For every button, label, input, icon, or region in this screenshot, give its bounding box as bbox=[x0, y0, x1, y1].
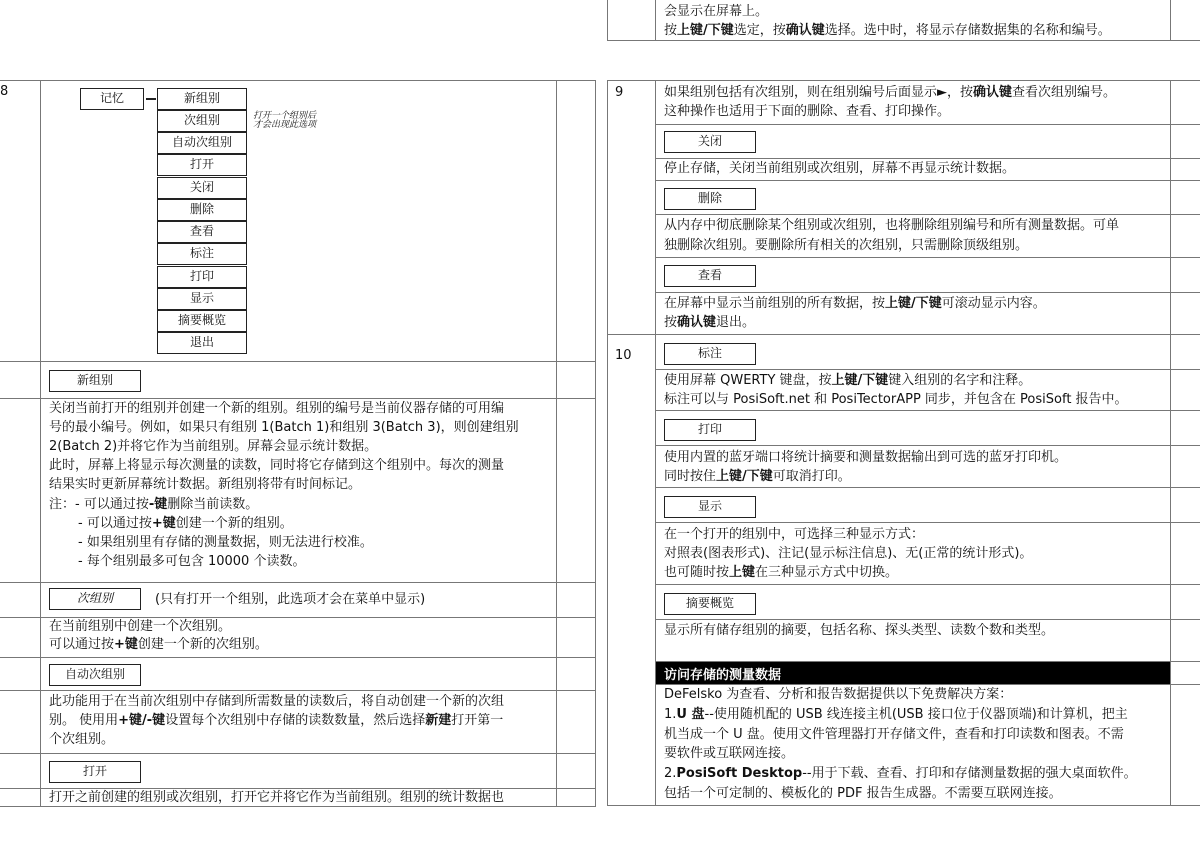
summary-button[interactable]: 摘要概览 bbox=[664, 593, 756, 615]
new-batch-desc: 此时，屏幕上将显示每次测量的读数，同时将它存储到这个组别中。每次的测量 bbox=[49, 458, 505, 473]
sub-batch-button[interactable]: 次组别 bbox=[49, 588, 141, 610]
note-prefix: 注： bbox=[49, 497, 76, 512]
view-desc: 在屏幕中显示当前组别的所有数据，按上键/下键可滚动显示内容。 bbox=[664, 296, 1046, 311]
menu-item-sub-batch[interactable]: 次组别 bbox=[157, 110, 247, 132]
new-batch-desc: 关闭当前打开的组别并创建一个新的组别。组别的编号是当前仪器存储的可用编 bbox=[49, 401, 505, 416]
sub-batch-desc: 可以通过按+键创建一个新的次组别。 bbox=[49, 637, 268, 652]
annotate-desc: 标注可以与 PosiSoft.net 和 PosiTectorAPP 同步，并包含在 PosiSoft 报告中。 bbox=[664, 392, 1128, 407]
menu-item-print[interactable]: 打印 bbox=[157, 266, 247, 288]
auto-sub-desc: 别。 使用用+键/-键设置每个次组别中存储的读数数量，然后选择新建打开第一 bbox=[49, 713, 504, 728]
row9-desc: 如果组别包括有次组别，则在组别编号后面显示►，按确认键查看次组别编号。 bbox=[664, 85, 1117, 100]
delete-desc: 从内存中彻底删除某个组别或次组别，也将删除组别编号和所有测量数据。可单 bbox=[664, 218, 1120, 233]
note-line: - 每个组别最多可包含 10000 个读数。 bbox=[78, 554, 306, 569]
print-desc: 同时按住上键/下键可取消打印。 bbox=[664, 469, 851, 484]
menu-item-exit[interactable]: 退出 bbox=[157, 332, 247, 354]
row-number: 9 bbox=[615, 85, 624, 100]
desktop-desc: 包括一个可定制的、模板化的 PDF 报告生成器。不需要互联网连接。 bbox=[664, 786, 1062, 801]
note-line: - 可以通过按+键创建一个新的组别。 bbox=[78, 516, 293, 531]
view-button[interactable]: 查看 bbox=[664, 265, 756, 287]
auto-sub-desc: 此功能用于在当前次组别中存储到所需数量的读数后，将自动创建一个新的次组 bbox=[49, 694, 505, 709]
menu-note: 打开一个组别后 bbox=[253, 111, 317, 121]
display-desc: 在一个打开的组别中，可选择三种显示方式： bbox=[664, 527, 925, 542]
menu-item-delete[interactable]: 删除 bbox=[157, 199, 247, 221]
row-number: 8 bbox=[0, 84, 9, 99]
print-button[interactable]: 打印 bbox=[664, 419, 756, 441]
auto-sub-batch-button[interactable]: 自动次组别 bbox=[49, 664, 141, 686]
menu-item-new-batch[interactable]: 新组别 bbox=[157, 88, 247, 110]
display-button[interactable]: 显示 bbox=[664, 496, 756, 518]
menu-item-annotate[interactable]: 标注 bbox=[157, 243, 247, 265]
desktop-desc: 2.PosiSoft Desktop--用于下载、查看、打印和存储测量数据的强大桌面软件。 bbox=[664, 766, 1137, 781]
display-desc: 也可随时按上键在三种显示方式中切换。 bbox=[664, 565, 899, 580]
new-batch-button[interactable]: 新组别 bbox=[49, 370, 141, 392]
memory-button[interactable]: 记忆 bbox=[80, 88, 144, 110]
new-batch-desc: 结果实时更新屏幕统计数据。新组别将带有时间标记。 bbox=[49, 477, 362, 492]
usb-desc: 1.U 盘--使用随机配的 USB 线连接主机(USB 接口位于仪器顶端)和计算机，把主 bbox=[664, 707, 1128, 722]
auto-sub-desc: 个次组别。 bbox=[49, 732, 115, 747]
summary-desc: 显示所有储存组别的摘要，包括名称、探头类型、读数个数和类型。 bbox=[664, 623, 1055, 638]
annotate-desc: 使用屏幕 QWERTY 键盘，按上键/下键键入组别的名字和注释。 bbox=[664, 373, 1032, 388]
view-desc: 按确认键退出。 bbox=[664, 315, 756, 330]
sub-batch-hint: (只有打开一个组别，此选项才会在菜单中显示) bbox=[155, 592, 426, 607]
menu-item-summary[interactable]: 摘要概览 bbox=[157, 310, 247, 332]
notes-block: 注：- 可以通过按-键删除当前读数。 bbox=[49, 497, 259, 512]
access-intro: DeFelsko 为查看、分析和报告数据提供以下免费解决方案： bbox=[664, 687, 1013, 702]
print-desc: 使用内置的蓝牙端口将统计摘要和测量数据输出到可选的蓝牙打印机。 bbox=[664, 450, 1068, 465]
display-desc: 对照表(图表形式)、注记(显示标注信息)、无(正常的统计形式)。 bbox=[664, 546, 1033, 561]
close-button[interactable]: 关闭 bbox=[664, 131, 756, 153]
top-desc: 按上键/下键选定，按确认键选择。选中时，将显示存储数据集的名称和编号。 bbox=[664, 23, 1111, 38]
top-desc: 会显示在屏幕上。 bbox=[664, 4, 769, 19]
open-desc: 打开之前创建的组别或次组别，打开它并将它作为当前组别。组别的统计数据也 bbox=[49, 790, 505, 805]
section-heading: 访问存储的测量数据 bbox=[656, 662, 1170, 684]
menu-item-open[interactable]: 打开 bbox=[157, 154, 247, 176]
menu-connector bbox=[146, 98, 156, 100]
menu-item-close[interactable]: 关闭 bbox=[157, 177, 247, 199]
new-batch-desc: 号的最小编号。例如，如果只有组别 1(Batch 1)和组别 3(Batch 3)，则创建组别 bbox=[49, 420, 519, 435]
usb-desc: 要软件或互联网连接。 bbox=[664, 746, 795, 761]
note-line: - 如果组别里有存储的测量数据，则无法进行校准。 bbox=[78, 535, 373, 550]
row9-desc: 这种操作也适用于下面的删除、查看、打印操作。 bbox=[664, 104, 951, 119]
delete-desc: 独删除次组别。要删除所有相关的次组别，只需删除顶级组别。 bbox=[664, 238, 1029, 253]
close-desc: 停止存储，关闭当前组别或次组别，屏幕不再显示统计数据。 bbox=[664, 161, 1016, 176]
sub-batch-desc: 在当前组别中创建一个次组别。 bbox=[49, 619, 232, 634]
new-batch-desc: 2(Batch 2)并将它作为当前组别。屏幕会显示统计数据。 bbox=[49, 439, 378, 454]
menu-note: 才会出现此选项 bbox=[253, 120, 317, 130]
menu-item-view[interactable]: 查看 bbox=[157, 221, 247, 243]
menu-item-auto-sub-batch[interactable]: 自动次组别 bbox=[157, 132, 247, 154]
open-button[interactable]: 打开 bbox=[49, 761, 141, 783]
delete-button[interactable]: 删除 bbox=[664, 188, 756, 210]
annotate-button[interactable]: 标注 bbox=[664, 343, 756, 365]
row-number: 10 bbox=[615, 348, 632, 363]
usb-desc: 机当成一个 U 盘。使用文件管理器打开存储文件，查看和打印读数和图表。不需 bbox=[664, 727, 1124, 742]
menu-item-display[interactable]: 显示 bbox=[157, 288, 247, 310]
